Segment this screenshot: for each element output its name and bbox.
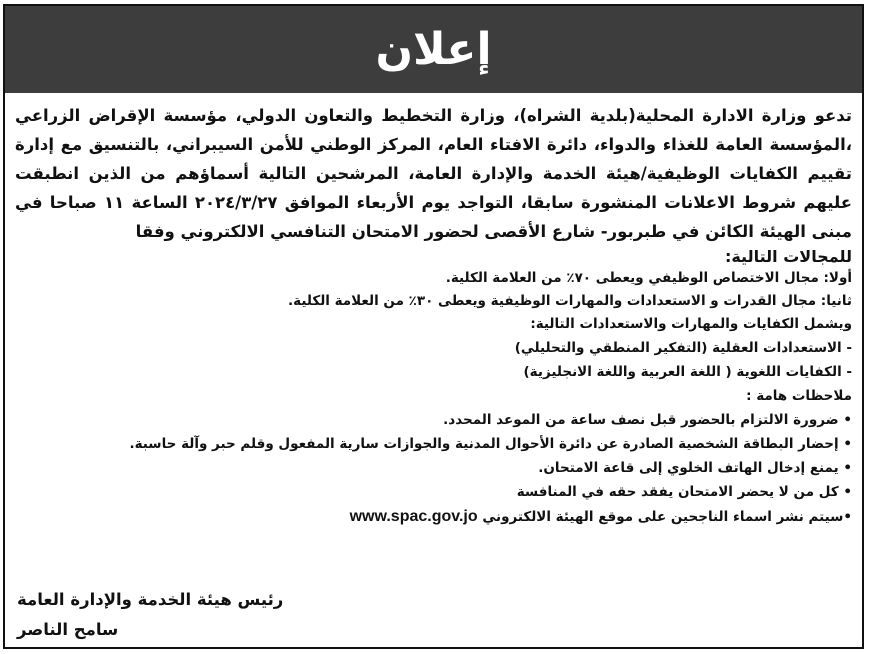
skill-item: - الكفايات اللغوية ( اللغة العربية واللغة الانجليزية)	[523, 364, 852, 380]
note-item: • يمنع إدخال الهاتف الخلوي إلى قاعة الامتحان.	[538, 460, 852, 476]
signature-title: رئيس هيئة الخدمة والإدارة العامة	[17, 590, 284, 609]
field-item: أولا: مجال الاختصاص الوظيفي ويعطى ٧٠٪ من العلامة الكلية.	[445, 270, 852, 286]
field-item: ثانيا: مجال القدرات و الاستعدادات والمهارات الوظيفية ويعطى ٣٠٪ من العلامة الكلية.	[288, 293, 852, 309]
note-item: • إحضار البطاقة الشخصية الصادرة عن دائرة الأحوال المدنية والجوازات سارية المفعول وقلم حبر وآلة حاسبة.	[129, 436, 852, 452]
skill-item: - الاستعدادات العقلية (التفكير المنطقي والتحليلي)	[514, 340, 852, 356]
results-note	[350, 508, 852, 526]
announcement-frame	[3, 4, 864, 649]
notes-heading: ملاحظات هامة :	[746, 388, 852, 404]
announcement-title: إعلان	[375, 24, 492, 75]
announcement-header	[5, 6, 862, 93]
intro-paragraph: تدعو وزارة الادارة المحلية(بلدية الشراه)، وزارة التخطيط والتعاون الدولي، مؤسسة الإقراض الزراعي ،المؤسسة العامة للغذاء والدواء، دائرة الافتاء العام، المركز الوطني للأمن السيبراني، بالتنسيق مع إدارة تقييم الكفايات الوظيفية/هيئة الخدمة والإدارة العامة، المرشحين التالية أسماؤهم من الذين انطبقت عليهم شروط الاعلانات المنشورة سابقا، التواجد يوم الأربعاء الموافق ٢٠٢٤/٣/٢٧ الساعة ١١ صباحا في مبنى الهيئة الكائن في طبربور- شارع الأقصى لحضور الامتحان التنافسي الالكتروني وفقا	[15, 106, 852, 241]
results-note-text: •سيتم نشر اسماء الناجحين على موقع الهيئة الالكتروني	[482, 509, 852, 525]
note-item: • ضرورة الالتزام بالحضور قبل نصف ساعة من الموعد المحدد.	[443, 412, 852, 428]
website-url[interactable]: www.spac.gov.jo	[349, 508, 478, 525]
fields-heading: للمجالات التالية:	[724, 247, 852, 266]
skills-heading: ويشمل الكفايات والمهارات والاستعدادات التالية:	[530, 316, 852, 332]
note-item: • كل من لا يحضر الامتحان يفقد حقه في المنافسة	[516, 484, 852, 500]
signature-name: سامح الناصر	[17, 620, 119, 639]
